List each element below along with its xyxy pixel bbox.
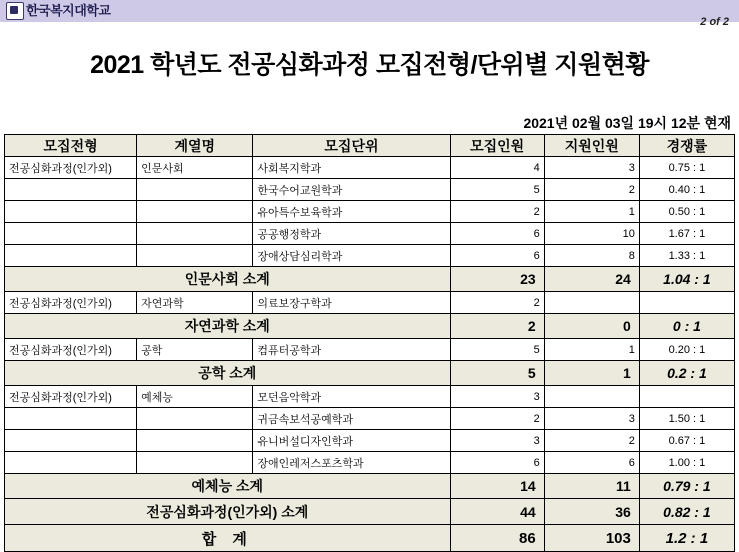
cell-applicants: 6: [544, 452, 639, 474]
table-subtotal-row: [5, 499, 735, 525]
cell-applicants: 3: [544, 157, 639, 179]
cell-applicants: 36: [544, 499, 639, 525]
table-row: [5, 245, 735, 267]
cell-applicants: 1: [544, 201, 639, 223]
cell-type: 전공심화과정(인가외): [5, 386, 137, 408]
cell-ratio: 1.33 : 1: [639, 245, 734, 267]
cell-applicants: [544, 292, 639, 314]
cell-applicants: 10: [544, 223, 639, 245]
cell-dept: 유니버설디자인학과: [253, 430, 450, 452]
cell-dept: 장애인레저스포츠학과: [253, 452, 450, 474]
cell-type: 전공심화과정(인가외): [5, 292, 137, 314]
cell-dept: 유아특수보육학과: [253, 201, 450, 223]
table-row: [5, 223, 735, 245]
column-header-field: 계열명: [137, 135, 253, 157]
cell-type: 전공심화과정(인가외): [5, 157, 137, 179]
cell-ratio: 0.75 : 1: [639, 157, 734, 179]
cell-ratio: 1.04 : 1: [639, 267, 734, 292]
cell-type: [5, 245, 137, 267]
cell-quota: 3: [450, 430, 544, 452]
cell-ratio: 1.50 : 1: [639, 408, 734, 430]
cell-quota: 2: [450, 201, 544, 223]
cell-field: [137, 430, 253, 452]
table-row: [5, 339, 735, 361]
subtotal-label: 예체능 소계: [5, 474, 451, 499]
cell-applicants: 24: [544, 267, 639, 292]
subtotal-label: 인문사회 소계: [5, 267, 451, 292]
subtotal-label: 공학 소계: [5, 361, 451, 386]
page-indicator: 2 of 2: [700, 16, 729, 28]
table-row: [5, 386, 735, 408]
table-subtotal-row: [5, 474, 735, 499]
cell-dept: 귀금속보석공예학과: [253, 408, 450, 430]
cell-quota: 2: [450, 314, 544, 339]
cell-applicants: 3: [544, 408, 639, 430]
cell-type: [5, 201, 137, 223]
subtotal-label: 자연과학 소계: [5, 314, 451, 339]
cell-field: [137, 179, 253, 201]
cell-ratio: 1.00 : 1: [639, 452, 734, 474]
column-header-applicants: 지원인원: [544, 135, 639, 157]
cell-quota: 5: [450, 339, 544, 361]
table-header-row: [5, 135, 735, 157]
cell-ratio: 0.2 : 1: [639, 361, 734, 386]
cell-quota: 3: [450, 386, 544, 408]
table-row: [5, 157, 735, 179]
cell-field: [137, 452, 253, 474]
table-row: [5, 430, 735, 452]
cell-ratio: 0 : 1: [639, 314, 734, 339]
top-bar: [0, 0, 739, 22]
page-title: 2021 학년도 전공심화과정 모집전형/단위별 지원현황: [90, 51, 649, 79]
cell-dept: 장애상담심리학과: [253, 245, 450, 267]
cell-quota: 5: [450, 361, 544, 386]
cell-applicants: [544, 386, 639, 408]
cell-ratio: 0.50 : 1: [639, 201, 734, 223]
cell-dept: 한국수어교원학과: [253, 179, 450, 201]
table-row: [5, 408, 735, 430]
cell-dept: 사회복지학과: [253, 157, 450, 179]
cell-type: [5, 408, 137, 430]
university-logo: [6, 1, 110, 21]
cell-field: 인문사회: [137, 157, 253, 179]
column-header-dept: 모집단위: [253, 135, 450, 157]
cell-applicants: 11: [544, 474, 639, 499]
table-row: [5, 292, 735, 314]
cell-quota: 6: [450, 245, 544, 267]
university-emblem-icon: [6, 2, 24, 20]
university-logo-text: 한국복지대학교: [26, 3, 111, 18]
cell-field: 공학: [137, 339, 253, 361]
cell-quota: 44: [450, 499, 544, 525]
cell-field: [137, 245, 253, 267]
cell-applicants: 2: [544, 179, 639, 201]
cell-field: 자연과학: [137, 292, 253, 314]
cell-quota: 6: [450, 223, 544, 245]
cell-quota: 86: [450, 525, 544, 552]
cell-field: [137, 223, 253, 245]
table-subtotal-row: [5, 361, 735, 386]
cell-quota: 6: [450, 452, 544, 474]
as-of-timestamp: 2021년 02월 03일 19시 12분 현재: [523, 115, 731, 131]
table-row: [5, 452, 735, 474]
cell-applicants: 8: [544, 245, 639, 267]
subtotal-label: 전공심화과정(인가외) 소계: [5, 499, 451, 525]
table-header: [5, 135, 735, 157]
cell-applicants: 2: [544, 430, 639, 452]
cell-type: [5, 430, 137, 452]
cell-ratio: [639, 292, 734, 314]
table-total-row: [5, 525, 735, 552]
cell-ratio: 1.2 : 1: [639, 525, 734, 552]
cell-quota: 14: [450, 474, 544, 499]
cell-quota: 4: [450, 157, 544, 179]
applications-table: [4, 134, 735, 552]
table-row: [5, 201, 735, 223]
cell-field: [137, 408, 253, 430]
column-header-ratio: 경쟁률: [639, 135, 734, 157]
cell-type: [5, 179, 137, 201]
cell-applicants: 1: [544, 339, 639, 361]
column-header-type: 모집전형: [5, 135, 137, 157]
cell-ratio: 0.67 : 1: [639, 430, 734, 452]
cell-applicants: 1: [544, 361, 639, 386]
cell-quota: 5: [450, 179, 544, 201]
cell-dept: 컴퓨터공학과: [253, 339, 450, 361]
cell-ratio: 0.79 : 1: [639, 474, 734, 499]
cell-type: [5, 223, 137, 245]
cell-ratio: 0.82 : 1: [639, 499, 734, 525]
cell-applicants: 0: [544, 314, 639, 339]
column-header-quota: 모집인원: [450, 135, 544, 157]
cell-field: [137, 201, 253, 223]
cell-type: [5, 452, 137, 474]
cell-dept: 의료보장구학과: [253, 292, 450, 314]
cell-dept: 모던음악학과: [253, 386, 450, 408]
table-subtotal-row: [5, 314, 735, 339]
cell-ratio: 0.20 : 1: [639, 339, 734, 361]
table-subtotal-row: [5, 267, 735, 292]
cell-quota: 2: [450, 408, 544, 430]
cell-ratio: 1.67 : 1: [639, 223, 734, 245]
cell-applicants: 103: [544, 525, 639, 552]
table-body: [5, 157, 735, 552]
subtotal-label: 합 계: [5, 525, 451, 552]
cell-type: 전공심화과정(인가외): [5, 339, 137, 361]
cell-dept: 공공행정학과: [253, 223, 450, 245]
cell-ratio: [639, 386, 734, 408]
table-row: [5, 179, 735, 201]
cell-quota: 23: [450, 267, 544, 292]
cell-ratio: 0.40 : 1: [639, 179, 734, 201]
cell-field: 예체능: [137, 386, 253, 408]
cell-quota: 2: [450, 292, 544, 314]
